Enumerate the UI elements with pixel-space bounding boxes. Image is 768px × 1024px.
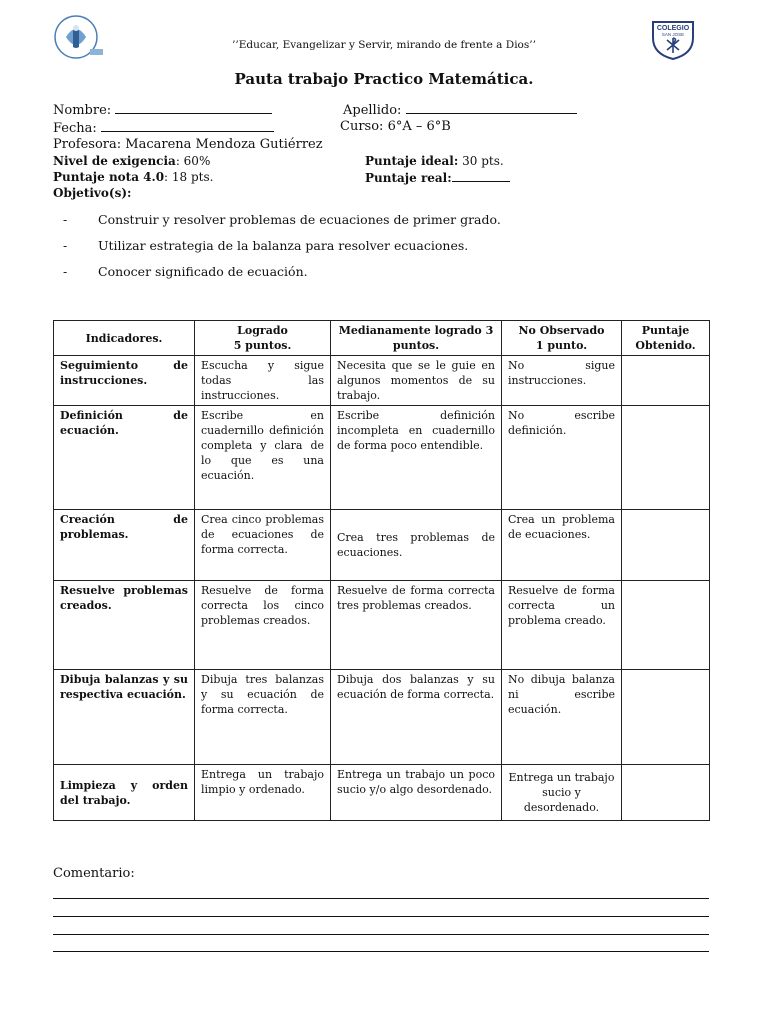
svg-text:COLEGIO: COLEGIO — [656, 25, 690, 32]
indicator-cell: Definición de ecuación. — [54, 406, 195, 510]
medio-cell: Entrega un trabajo un poco sucio y/o algo desordenado. — [331, 765, 502, 821]
page-title: Pauta trabajo Practico Matemática. — [234, 70, 534, 88]
comment-line[interactable] — [53, 951, 709, 952]
nombre-blank[interactable] — [115, 101, 272, 114]
puntaje-cell[interactable] — [622, 670, 710, 765]
table-row — [54, 356, 710, 406]
logrado-cell: Dibuja tres balanzas y su ecuación de forma correcta. — [195, 670, 331, 765]
svg-text:SAN JOSE: SAN JOSE — [661, 32, 685, 37]
curso-value: 6°A – 6°B — [387, 119, 451, 134]
no-observado-cell: No dibuja balanza ni escribe ecuación. — [502, 670, 622, 765]
logrado-cell: Escucha y sigue todas las instrucciones. — [195, 356, 331, 406]
comment-label: Comentario: — [53, 866, 135, 881]
header-logrado: Logrado 5 puntos. — [195, 321, 331, 356]
ideal-value: 30 pts. — [458, 154, 504, 168]
puntaje-cell[interactable] — [622, 356, 710, 406]
list-item: - Construir y resolver problemas de ecuaciones de primer grado. — [63, 212, 501, 227]
profesora-label: Profesora: — [53, 137, 122, 152]
indicator-cell: Resuelve problemas creados. — [54, 581, 195, 670]
nota-value: : 18 pts. — [164, 170, 214, 184]
objetivos-label: Objetivo(s): — [53, 186, 132, 200]
fecha-field[interactable] — [53, 119, 274, 136]
header-indicadores: Indicadores. — [54, 321, 195, 356]
logrado-cell: Crea cinco problemas de ecuaciones de forma correcta. — [195, 510, 331, 581]
puntaje-cell[interactable] — [622, 765, 710, 821]
comment-line[interactable] — [53, 916, 709, 917]
no-observado-cell: No escribe definición. — [502, 406, 622, 510]
profesora-value: Macarena Mendoza Gutiérrez — [125, 137, 323, 152]
ideal-label: Puntaje ideal: — [365, 154, 459, 168]
fecha-blank[interactable] — [101, 119, 274, 132]
indicator-cell: Creación de problemas. — [54, 510, 195, 581]
puntaje-ideal — [365, 154, 504, 168]
no-observado-cell: Crea un problema de ecuaciones. — [502, 510, 622, 581]
table-row — [54, 510, 710, 581]
table-row — [54, 670, 710, 765]
indicator-cell: Limpieza y orden del trabajo. — [54, 765, 195, 821]
logrado-cell: Entrega un trabajo limpio y ordenado. — [195, 765, 331, 821]
header-medianamente: Medianamente logrado 3 puntos. — [331, 321, 502, 356]
nota-label: Puntaje nota 4.0 — [53, 170, 165, 184]
puntaje-cell[interactable] — [622, 406, 710, 510]
exigencia-label: Nivel de exigencia — [53, 154, 176, 168]
curso-field — [340, 119, 451, 134]
table-header-row — [54, 321, 710, 356]
apellido-label: Apellido: — [343, 103, 402, 118]
puntaje-cell[interactable] — [622, 510, 710, 581]
nombre-label: Nombre: — [53, 103, 112, 118]
puntaje-cell[interactable] — [622, 581, 710, 670]
medio-cell: Necesita que se le guie en algunos momentos de su trabajo. — [331, 356, 502, 406]
medio-cell: Dibuja dos balanzas y su ecuación de forma correcta. — [331, 670, 502, 765]
indicator-cell: Seguimiento de instrucciones. — [54, 356, 195, 406]
nivel-exigencia — [53, 154, 210, 168]
table-row — [54, 581, 710, 670]
apellido-field[interactable] — [343, 101, 577, 118]
puntaje-nota — [53, 170, 213, 184]
curso-label: Curso: — [340, 119, 384, 134]
logrado-cell: Escribe en cuadernillo definición completa y clara de lo que es una ecuación. — [195, 406, 331, 510]
profesora-field — [53, 137, 323, 152]
medio-cell: Escribe definición incompleta en cuadernillo de forma poco entendible. — [331, 406, 502, 510]
table-row — [54, 406, 710, 510]
list-item: - Conocer significado de ecuación. — [63, 264, 308, 279]
rubric-table — [53, 320, 710, 821]
table-row — [54, 765, 710, 821]
logrado-cell: Resuelve de forma correcta los cinco problemas creados. — [195, 581, 331, 670]
nombre-field[interactable] — [53, 101, 272, 118]
apellido-blank[interactable] — [406, 101, 577, 114]
no-observado-cell: Resuelve de forma correcta un problema creado. — [502, 581, 622, 670]
real-label: Puntaje real: — [365, 171, 452, 185]
real-blank[interactable] — [452, 170, 510, 182]
header-no-observado: No Observado 1 punto. — [502, 321, 622, 356]
comment-line[interactable] — [53, 934, 709, 935]
no-observado-cell: Entrega un trabajo sucio y desordenado. — [502, 765, 622, 821]
fecha-label: Fecha: — [53, 121, 97, 136]
comment-line[interactable] — [53, 898, 709, 899]
medio-cell: Resuelve de forma correcta tres problemas creados. — [331, 581, 502, 670]
list-item: - Utilizar estrategia de la balanza para resolver ecuaciones. — [63, 238, 469, 253]
exigencia-value: : 60% — [175, 154, 211, 168]
puntaje-real[interactable] — [365, 170, 510, 185]
header-puntaje: Puntaje Obtenido. — [622, 321, 710, 356]
religious-emblem-icon — [52, 13, 104, 61]
no-observado-cell: No sigue instrucciones. — [502, 356, 622, 406]
medio-cell: Crea tres problemas de ecuaciones. — [331, 510, 502, 581]
indicator-cell: Dibuja balanzas y su respectiva ecuación. — [54, 670, 195, 765]
objectives-list — [63, 212, 501, 290]
school-motto: ’’Educar, Evangelizar y Servir, mirando de frente a Dios’’ — [232, 39, 536, 51]
